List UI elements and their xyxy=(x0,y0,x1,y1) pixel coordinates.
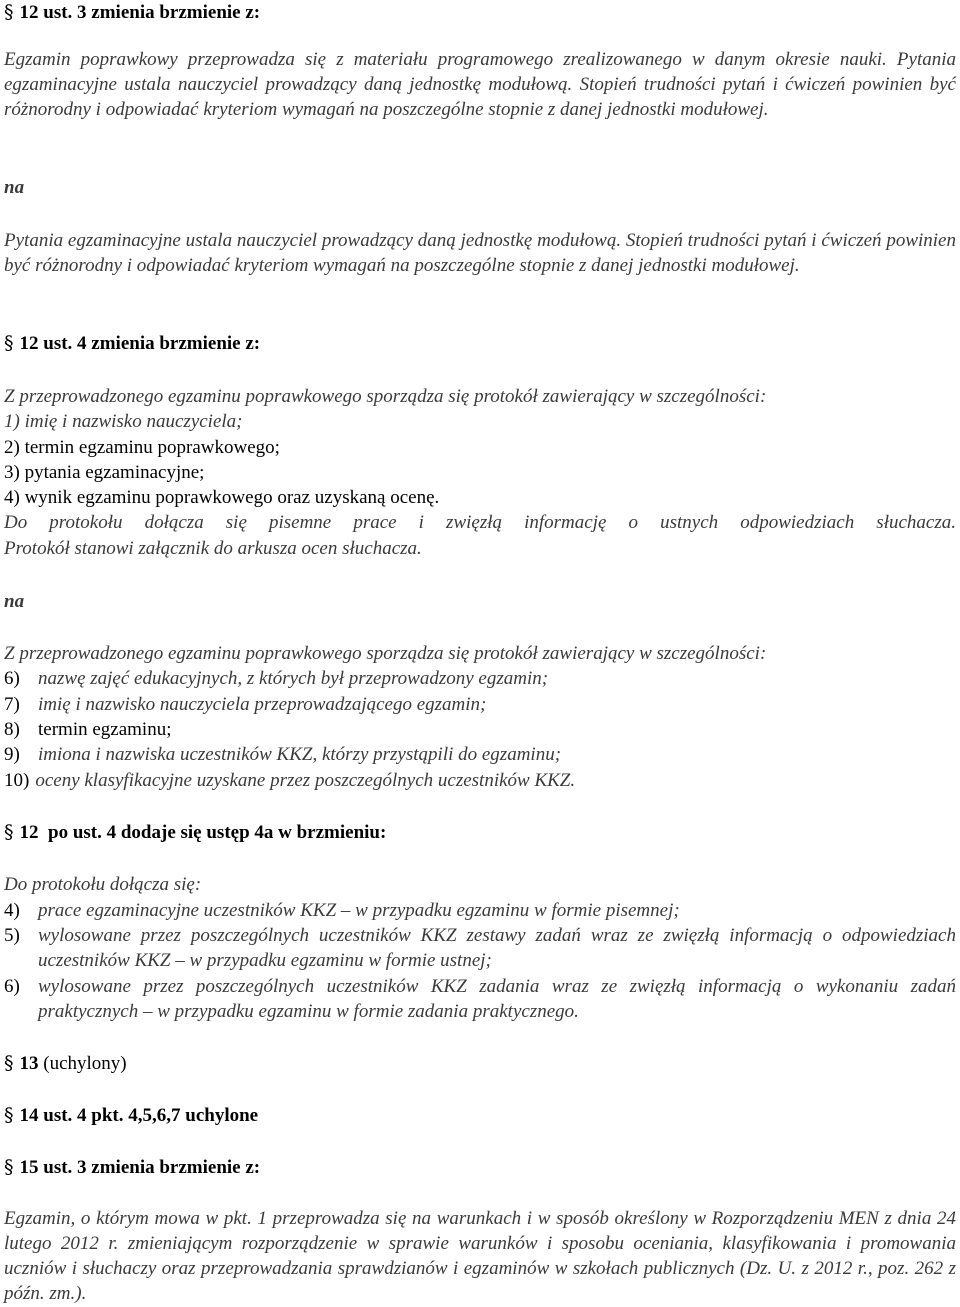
heading-num: 12 ust. xyxy=(19,333,73,354)
section-sign: § xyxy=(4,821,14,843)
item-number: 8) xyxy=(4,719,20,740)
item-text: prace egzaminacyjne uczestników KKZ – w przypadku egzaminu w formie pisemnej; xyxy=(38,900,680,921)
section-heading-12-3 xyxy=(4,0,956,25)
item-number: 7) xyxy=(4,694,20,715)
na-separator: na xyxy=(4,177,25,198)
list-item xyxy=(4,923,956,973)
item-text: nazwę zajęć edukacyjnych, z których był przeprowadzony egzamin; xyxy=(38,668,549,689)
list-item xyxy=(4,692,486,717)
old-item: 3) pytania egzaminacyjne; xyxy=(4,462,205,483)
section-heading-12-4a xyxy=(4,820,956,845)
list-item xyxy=(4,898,956,923)
section-heading-14 xyxy=(4,1103,956,1128)
item-text: wylosowane przez poszczególnych uczestników KKZ zadania wraz ze zwięzłą informacją o wykonaniu zadań praktycznych – w przypadku egzaminu w formie zadania praktycznego. xyxy=(38,976,956,1022)
section-sign: § xyxy=(4,1156,14,1178)
list-item xyxy=(4,742,561,767)
item-number: 9) xyxy=(4,744,20,765)
list-item xyxy=(4,974,956,1024)
list-item xyxy=(4,666,548,691)
na-separator: na xyxy=(4,591,25,612)
item-number: 6) xyxy=(4,976,20,997)
old-item: 1) imię i nazwisko nauczyciela; xyxy=(4,411,243,432)
intro-12-4a: Do protokołu dołącza się: xyxy=(4,874,202,895)
item-number: 10) xyxy=(4,770,30,791)
old-tail-1: Do protokołu dołącza się pisemne prace i zwięzłą informację o ustnych odpowiedziach słuchacza. xyxy=(4,512,956,533)
section-heading-12-4 xyxy=(4,331,956,356)
intro-12-4: Z przeprowadzonego egzaminu poprawkowego sporządza się protokół zawierający w szczególności: xyxy=(4,386,767,407)
section-heading-13 xyxy=(4,1051,956,1076)
heading-num: 13 xyxy=(19,1053,39,1074)
section-sign: § xyxy=(4,1,14,23)
new-text-12-3: Pytania egzaminacyjne ustala nauczyciel prowadzący daną jednostkę modułową. Stopień trudności pytań i ćwiczeń powinien być różnorodny i odpowiadać kryteriom wymagań na poszczególne stopnie z danej jednostki modułowej. xyxy=(4,230,956,276)
old-tail-2: Protokół stanowi załącznik do arkusza ocen słuchacza. xyxy=(4,538,422,559)
section-sign: § xyxy=(4,1104,14,1126)
list-item xyxy=(4,768,575,793)
item-number: 5) xyxy=(4,925,20,946)
heading-text: 4 zmienia brzmienie z: xyxy=(77,333,261,354)
heading-text: 12 ust. 3 zmienia brzmienie z: xyxy=(19,2,261,23)
section-sign: § xyxy=(4,1052,14,1074)
text-15-3: Egzamin, o którym mowa w pkt. 1 przeprowadza się na warunkach i w sposób określony w Rozporządzeniu MEN z dnia 24 lutego 2012 r. zmieniającym rozporządzenie w sprawie warunków i sposobu oceniania, klasyfikowania i promowania uczniów i słuchaczy oraz przeprowadzania sprawdzianów i egzaminów w szkołach publicznych (Dz. U. z 2012 r., poz. 262 z późn. zm.). xyxy=(4,1208,956,1304)
item-number: 4) xyxy=(4,900,20,921)
heading-text: (uchylony) xyxy=(43,1053,127,1074)
heading-text: 15 ust. 3 zmienia brzmienie z: xyxy=(19,1157,261,1178)
item-number: 6) xyxy=(4,668,20,689)
section-sign: § xyxy=(4,332,14,354)
old-item: 2) termin egzaminu poprawkowego; xyxy=(4,437,280,458)
item-text: imię i nazwisko nauczyciela przeprowadzającego egzamin; xyxy=(38,694,487,715)
heading-text: 14 ust. 4 pkt. 4,5,6,7 uchylone xyxy=(19,1105,259,1126)
item-text: oceny klasyfikacyjne uzyskane przez poszczególnych uczestników KKZ. xyxy=(35,770,576,791)
heading-text: 12 po ust. 4 dodaje się ustęp 4a w brzmieniu: xyxy=(19,822,387,843)
section-heading-15 xyxy=(4,1155,956,1180)
intro-new-12-4: Z przeprowadzonego egzaminu poprawkowego sporządza się protokół zawierający w szczególności: xyxy=(4,643,767,664)
item-text: wylosowane przez poszczególnych uczestników KKZ zestawy zadań wraz ze zwięzłą informacją o odpowiedziach uczestników KKZ – w przypadku egzaminu w formie ustnej; xyxy=(38,925,956,971)
old-text-12-3: Egzamin poprawkowy przeprowadza się z materiału programowego zrealizowanego w danym okresie nauki. Pytania egzaminacyjne ustala nauczyciel prowadzący daną jednostkę modułową. Stopień trudności pytań i ćwiczeń powinien być różnorodny i odpowiadać kryteriom wymagań na poszczególne stopnie z danej jednostki modułowej. xyxy=(4,49,956,120)
list-item xyxy=(4,717,171,742)
item-text: termin egzaminu; xyxy=(38,719,172,740)
old-item: 4) wynik egzaminu poprawkowego oraz uzyskaną ocenę. xyxy=(4,487,440,508)
item-text: imiona i nazwiska uczestników KKZ, którzy przystąpili do egzaminu; xyxy=(38,744,562,765)
